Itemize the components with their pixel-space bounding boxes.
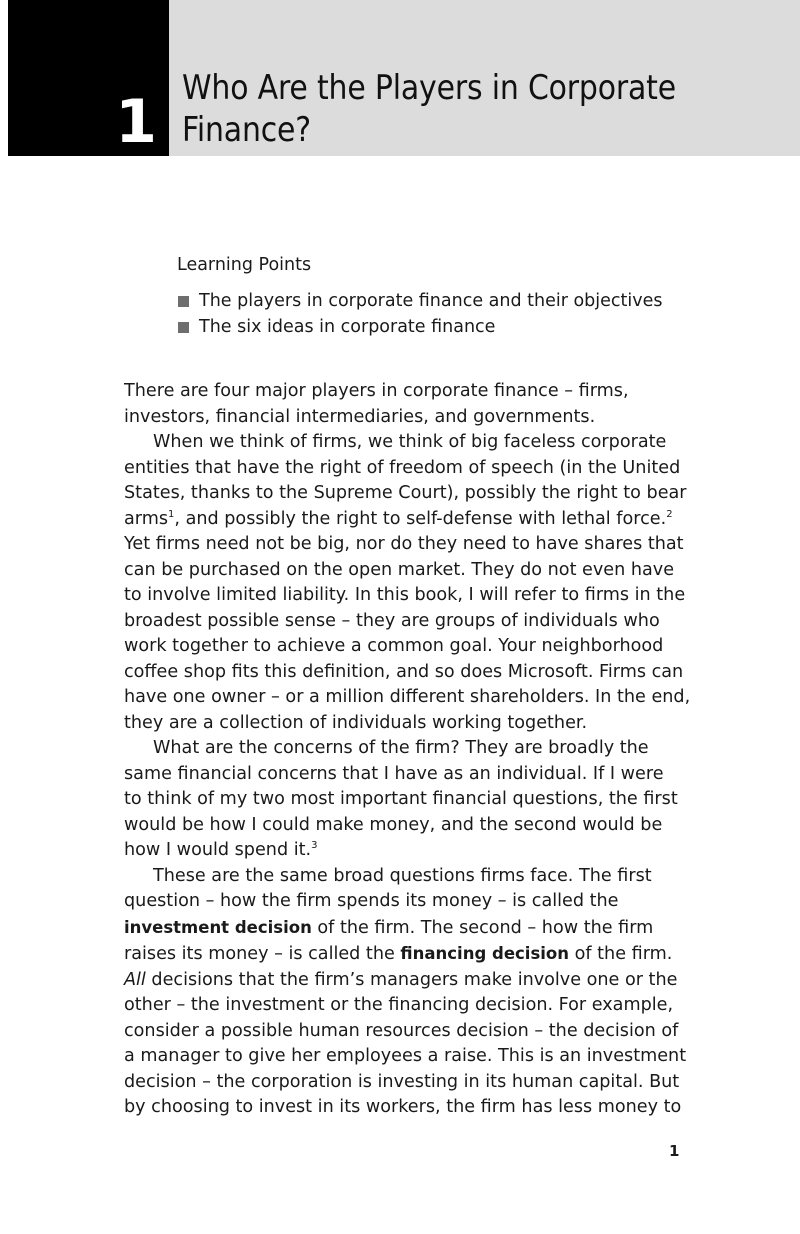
text-fragment: how I would spend it. xyxy=(124,840,312,860)
text-fragment: of the firm. The second – how the firm xyxy=(311,917,654,938)
text-line xyxy=(124,941,686,968)
text-line: by choosing to invest in its workers, the firm has less money to xyxy=(124,1097,682,1117)
text-line: consider a possible human resources decision – the decision of xyxy=(124,1020,679,1041)
text-line: There are four major players in corporate finance – firms, xyxy=(124,381,629,401)
text-line xyxy=(124,838,686,864)
paragraph-1 xyxy=(124,379,686,430)
chapter-number: 1 xyxy=(115,87,157,157)
learning-points-box xyxy=(177,253,717,340)
text-line xyxy=(124,915,686,942)
text-line: to think of my two most important financial questions, the first xyxy=(124,789,678,809)
chapter-title-line: Finance? xyxy=(182,110,311,150)
term-investment-decision: investment decision xyxy=(124,917,312,937)
footnote-ref-2[interactable]: 2 xyxy=(666,508,673,520)
footnote-ref-1[interactable]: 1 xyxy=(168,508,175,520)
text-line: What are the concerns of the firm? They are broadly the xyxy=(153,738,649,758)
learning-point-item xyxy=(177,288,717,314)
text-line: to involve limited liability. In this book, I will refer to firms in the xyxy=(124,585,686,605)
paragraph-3 xyxy=(124,736,686,864)
text-line: Yet firms need not be big, nor do they need to have shares that xyxy=(124,534,684,554)
text-fragment: raises its money – is called the xyxy=(124,944,401,964)
text-line: a manager to give her employees a raise. This is an investment xyxy=(124,1046,687,1066)
chapter-title xyxy=(182,67,710,151)
text-line: coffee shop fits this definition, and so does Microsoft. Firms can xyxy=(124,661,684,682)
text-line xyxy=(124,507,686,533)
text-line: These are the same broad questions firms face. The first xyxy=(153,865,652,886)
body-text xyxy=(124,379,691,1121)
emphasis-all: All xyxy=(124,969,146,990)
square-bullet-icon xyxy=(178,322,189,333)
text-line xyxy=(124,968,686,994)
learning-points-heading: Learning Points xyxy=(177,255,312,275)
paragraph-2 xyxy=(124,430,691,736)
term-financing-decision: financing decision xyxy=(400,944,569,963)
text-fragment: of the firm. xyxy=(569,944,673,964)
chapter-title-line: Who Are the Players in Corporate xyxy=(182,68,676,108)
text-line: same financial concerns that I have as an individual. If I were xyxy=(124,763,664,784)
text-line: When we think of firms, we think of big faceless corporate xyxy=(153,432,667,452)
text-line: can be purchased on the open market. They do not even have xyxy=(124,559,675,580)
paragraph-4 xyxy=(124,864,686,1121)
text-line: question – how the firm spends its money – is called the xyxy=(124,891,619,911)
text-fragment: , and possibly the right to self-defense with lethal force. xyxy=(174,508,667,529)
footnote-ref-3[interactable]: 3 xyxy=(311,840,318,851)
text-line: decision – the corporation is investing in its human capital. But xyxy=(124,1071,680,1092)
text-line: work together to achieve a common goal. Your neighborhood xyxy=(124,636,664,656)
text-fragment: arms xyxy=(124,508,169,529)
text-line: have one owner – or a million different shareholders. In the end, xyxy=(124,687,691,707)
square-bullet-icon xyxy=(178,296,189,307)
learning-point-text: The players in corporate finance and their objectives xyxy=(199,291,663,311)
chapter-number-box xyxy=(8,0,169,156)
text-line: would be how I could make money, and the second would be xyxy=(124,814,663,835)
text-line: other – the investment or the financing decision. For example, xyxy=(124,995,674,1015)
text-line: States, thanks to the Supreme Court), possibly the right to bear xyxy=(124,483,687,503)
text-line: broadest possible sense – they are groups of individuals who xyxy=(124,610,660,631)
text-fragment: decisions that the firm’s managers make involve one or the xyxy=(145,969,678,990)
learning-point-item xyxy=(177,314,717,340)
learning-point-text: The six ideas in corporate finance xyxy=(199,317,496,337)
text-line: entities that have the right of freedom of speech (in the United xyxy=(124,457,681,478)
page-number: 1 xyxy=(669,1142,680,1160)
text-line: they are a collection of individuals working together. xyxy=(124,712,588,733)
learning-points-list xyxy=(177,288,717,340)
text-line: investors, financial intermediaries, and governments. xyxy=(124,406,596,427)
